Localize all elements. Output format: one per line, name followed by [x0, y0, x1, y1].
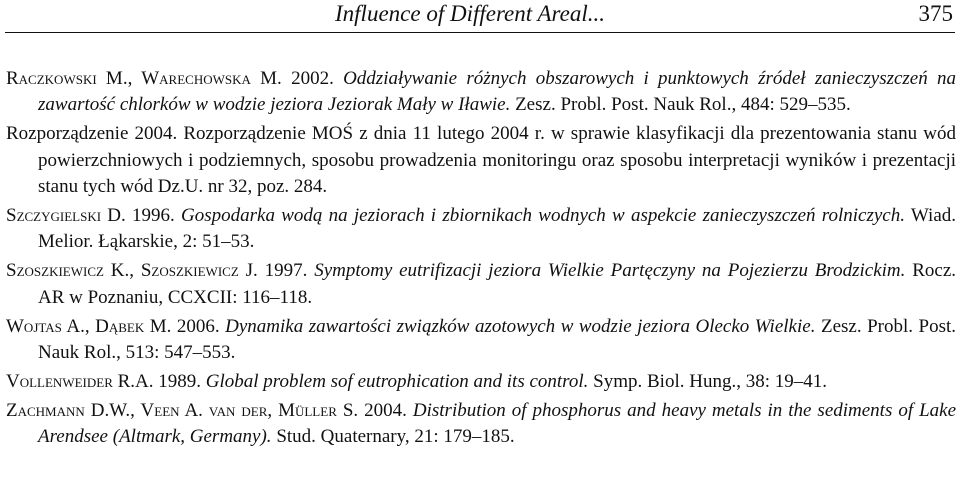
reference-year: 2004. — [364, 399, 407, 421]
reference-raczkowski-2002 — [6, 66, 956, 119]
reference-authors: Szoszkiewicz K., Szoszkiewicz J. — [6, 260, 258, 282]
reference-year: 1997. — [264, 260, 308, 282]
reference-title: Distribution of phosphorus and heavy metals in the sediments of Lake Arendsee (Altmark, Germany). — [38, 399, 957, 448]
reference-source: Stud. Quaternary, 21: 179–185. — [276, 426, 515, 448]
reference-source: Rocz. AR w Poznaniu, CCXCII: 116–118. — [38, 260, 957, 308]
reference-year: 2006. — [176, 315, 220, 337]
reference-authors: Wojtas A., Dąbek M. — [6, 315, 172, 337]
reference-text: Rozporządzenie 2004. Rozporządzenie MOŚ z dnia 11 lutego 2004 r. w sprawie klasyfikacji dla prezentowania stanu wód powierzchniowych i podziemnych, sposobu prowadzenia monitoringu oraz sposobu interpretacji wyników i prezentacji stanu tych wód Dz.U. nr 32, poz. 284. — [6, 123, 956, 198]
reference-authors: Zachmann D.W., Veen A. van der, Müller S. — [6, 399, 359, 421]
reference-source: Symp. Biol. Hung., 38: 19–41. — [593, 370, 827, 392]
reference-year: 1989. — [158, 370, 202, 392]
page-number: 375 — [918, 1, 953, 26]
reference-source: Wiad. Melior. Łąkarskie, 2: 51–53. — [38, 205, 957, 253]
reference-vollenweider-1989 — [6, 369, 956, 395]
reference-source: Zesz. Probl. Post. Nauk Rol., 484: 529–535. — [515, 94, 851, 116]
reference-authors: Vollenweider R.A. — [6, 370, 154, 392]
running-header — [5, 0, 955, 33]
reference-list — [6, 66, 956, 453]
reference-zachmann-2004 — [6, 398, 956, 451]
reference-wojtas-2006 — [6, 314, 956, 367]
reference-title: Gospodarka wodą na jeziorach i zbiornikach wodnych w aspekcie zanieczyszczeń rolniczych. — [181, 205, 905, 227]
reference-title: Symptomy eutrifizacji jeziora Wielkie Partęczyny na Pojezierzu Brodzickim. — [314, 260, 906, 282]
reference-szczygielski-1996 — [6, 203, 956, 256]
reference-year: 1996. — [132, 205, 175, 227]
reference-authors: Raczkowski M., Warechowska M. — [6, 68, 282, 89]
reference-source: Zesz. Probl. Post. Nauk Rol., 513: 547–553. — [38, 315, 957, 364]
reference-title: Oddziaływanie różnych obszarowych i punktowych źródeł zanieczyszczeń na zawartość chlorków w wodzie jeziora Jeziorak Mały w Iławie. — [38, 68, 956, 116]
reference-year: 2002. — [291, 68, 334, 89]
reference-title: Global problem sof eutrophication and its control. — [205, 370, 589, 392]
running-title: Influence of Different Areal... — [335, 1, 605, 26]
reference-authors: Szczygielski D. — [6, 205, 126, 227]
reference-title: Dynamika zawartości związków azotowych w wodzie jeziora Olecko Wielkie. — [225, 315, 816, 337]
reference-szoszkiewicz-1997 — [6, 258, 956, 311]
reference-rozporzadzenie-2004 — [6, 121, 956, 200]
